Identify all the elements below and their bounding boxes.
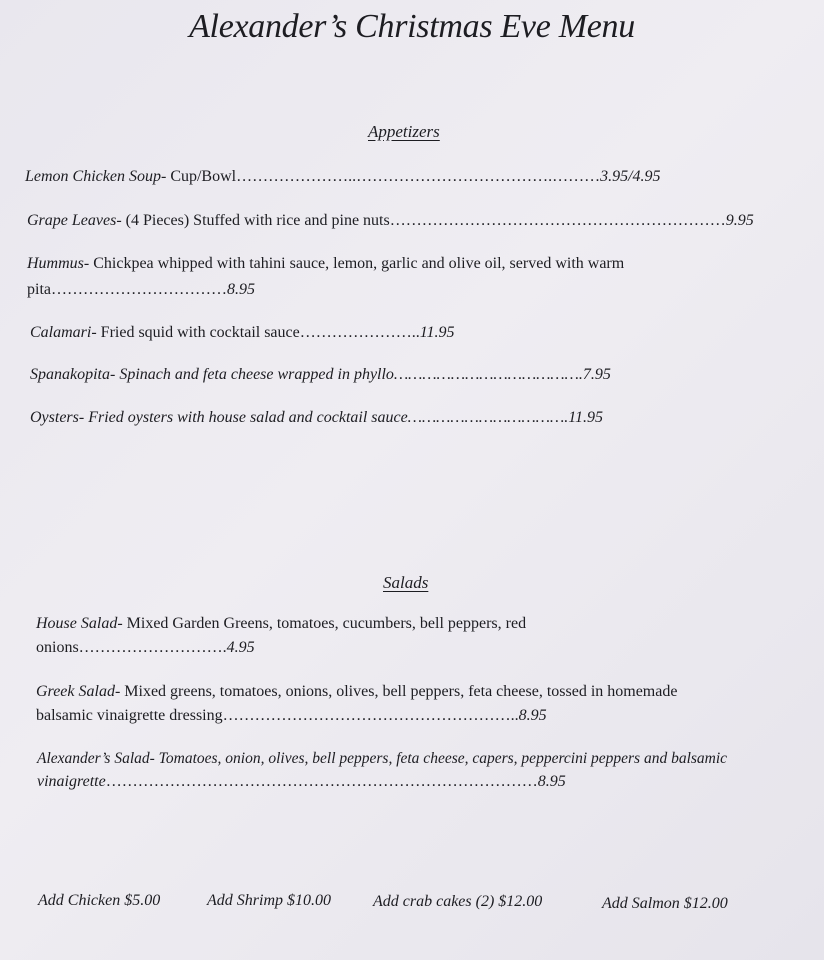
menu-item-alexanders-salad: Alexander’s Salad- Tomatoes, onion, olives, bell peppers, feta cheese, capers, peppercini peppers and balsamic	[37, 750, 728, 767]
menu-item-greek-salad-line2: balsamic vinaigrette dressing………………………………………………..8.95	[36, 707, 547, 724]
menu-item-calamari: Calamari- Fried squid with cocktail sauce…………………..11.95	[30, 324, 455, 341]
menu-item-lemon-chicken-soup: Lemon Chicken Soup- Cup/Bowl…………………..……………………………….………3.95/4.95	[25, 168, 661, 185]
menu-item-greek-salad: Greek Salad- Mixed greens, tomatoes, onions, olives, bell peppers, feta cheese, tossed in homemade	[36, 683, 678, 700]
addon-shrimp: Add Shrimp $10.00	[207, 892, 331, 909]
menu-title: Alexander’s Christmas Eve Menu	[189, 8, 635, 45]
menu-item-hummus-line2: pita……………………………8.95	[27, 281, 255, 298]
menu-item-house-salad-line2: onions……………………….4.95	[36, 639, 255, 656]
salads-heading: Salads	[383, 573, 429, 592]
appetizers-heading: Appetizers	[368, 122, 440, 141]
menu-item-house-salad: House Salad- Mixed Garden Greens, tomatoes, cucumbers, bell peppers, red	[36, 615, 527, 632]
menu-item-oysters: Oysters- Fried oysters with house salad and cocktail sauce…………………………….11.95	[30, 409, 604, 426]
addon-salmon: Add Salmon $12.00	[602, 895, 728, 912]
menu-item-spanakopita: Spanakopita- Spinach and feta cheese wrapped in phyllo………………………………….7.95	[30, 366, 611, 383]
menu-item-hummus: Hummus- Chickpea whipped with tahini sauce, lemon, garlic and olive oil, served with warm	[27, 255, 625, 272]
menu-item-alexanders-salad-line2: vinaigrette………………………………………………………………………8.95	[37, 773, 566, 790]
menu-item-grape-leaves: Grape Leaves- (4 Pieces) Stuffed with rice and pine nuts………………………………………………………9.95	[27, 212, 754, 229]
addon-chicken: Add Chicken $5.00	[38, 892, 161, 909]
addon-crab-cakes: Add crab cakes (2) $12.00	[373, 893, 543, 910]
